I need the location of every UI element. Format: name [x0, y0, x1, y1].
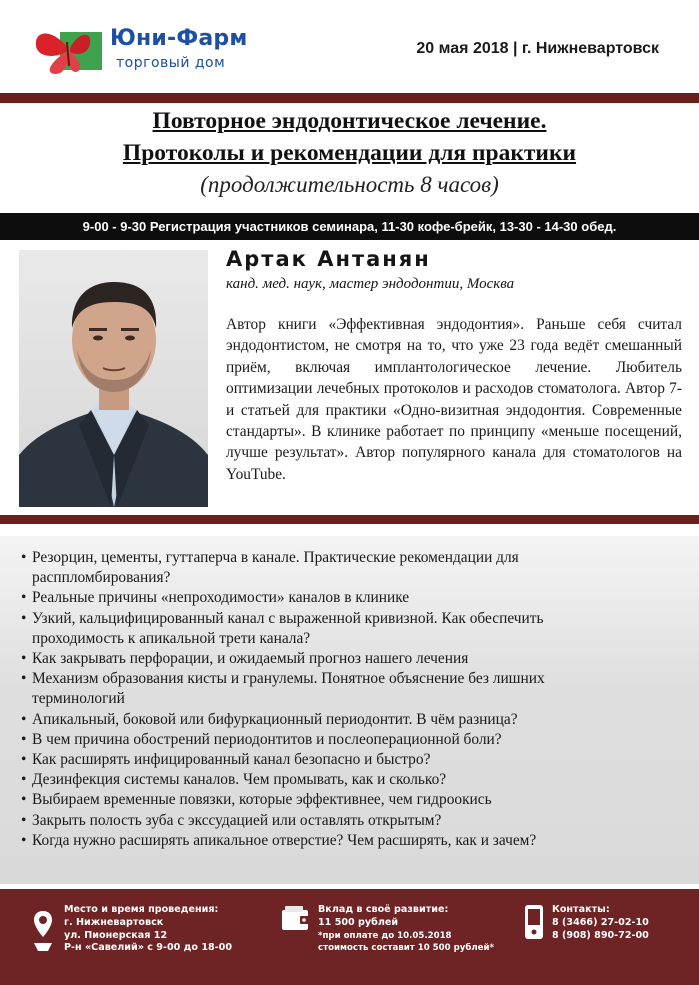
fee-block — [318, 904, 494, 955]
middle-divider-band — [0, 515, 699, 524]
topic-item: • Реальные причины «непроходимости» каналов в клинике — [22, 588, 682, 608]
fee-note-line-2: стоимость составит 10 500 рублей* — [318, 943, 495, 954]
topic-item: • В чем причина обострений периодонтитов и послеоперационной боли? — [22, 730, 682, 750]
phone-icon — [524, 904, 544, 940]
duration-subtitle: (продолжительность 8 часов) — [200, 172, 499, 197]
topic-item: • Апикальный, боковой или бифуркационный периодонтит. В чём разница? — [22, 710, 682, 730]
topic-item-continuation: расппломбирования? — [32, 569, 171, 587]
topic-item: • Когда нужно расширять апикальное отверстие? Чем расширять, как и зачем? — [22, 831, 682, 851]
contacts-block — [552, 904, 649, 942]
logo-name: Юни-Фарм — [110, 26, 248, 51]
speaker-name: Артак Антанян — [226, 247, 431, 271]
event-date-city: 20 мая 2018 | г. Нижневартовск — [416, 40, 659, 57]
venue-city: г. Нижневартовск — [64, 916, 164, 928]
butterfly-logo-icon — [30, 18, 108, 78]
speaker-photo — [19, 250, 208, 507]
contacts-label: Контакты: — [552, 904, 610, 915]
topic-item-continuation: проходимость к апикальной трети канала? — [32, 629, 311, 647]
speaker-bio: Автор книги «Эффективная эндодонтия». Раньше себя считал эндодонтистом, не смотря на то, что уже 23 года ведёт смешанный приём, включая имплантологическое лечение. Любитель оптимизации лечебных протоколов и расходов стоматолога. Автор 7-и статьей для практики «Одно-визитная эндодонтия. Современные стандарты». В клинике работает по принципу «меньше посещений, лучше результат». Автор популярного канала для стоматологов на YouTube. — [226, 316, 682, 483]
topic-item: • Дезинфекция системы каналов. Чем промывать, как и сколько? — [22, 770, 682, 790]
venue-detail: Р-н «Савелий» с 9-00 до 18-00 — [64, 942, 233, 954]
phone-2[interactable]: 8 (908) 890-72-00 — [552, 929, 649, 941]
phone-1[interactable]: 8 (3466) 27-02-10 — [552, 916, 649, 928]
topic-item: • Как закрывать перфорации, и ожидаемый прогноз нашего лечения — [22, 649, 682, 669]
topic-item: • Закрыть полость зуба с экссудацией или оставлять открытым? — [22, 811, 682, 831]
topics-panel — [0, 536, 699, 884]
fee-note-line-1: *при оплате до 10.05.2018 — [318, 930, 452, 941]
topic-item: • Как расширять инфицированный канал безопасно и быстро? — [22, 750, 682, 770]
venue-block — [64, 904, 232, 955]
fee-label: Вклад в своё развитие: — [318, 904, 449, 915]
header — [0, 0, 699, 90]
page-title — [0, 105, 699, 169]
topic-item: • Резорцин, цементы, гуттаперча в канале. Практические рекомендации для — [22, 548, 682, 568]
footer — [0, 889, 699, 985]
wallet-icon — [281, 906, 311, 932]
topic-item: • Узкий, кальцифицированный канал с выраженной кривизной. Как обеспечить — [22, 609, 682, 629]
speaker-credentials: канд. мед. наук, мастер эндодонтии, Москва — [226, 276, 515, 292]
venue-street: ул. Пионерская 12 — [64, 929, 168, 941]
topic-item: • Выбираем временные повязки, которые эффективнее, чем гидроокись — [22, 790, 682, 810]
venue-label: Место и время проведения: — [64, 904, 219, 915]
topics-list — [0, 536, 699, 851]
map-pin-icon — [32, 909, 54, 953]
title-line-2: Протоколы и рекомендации для практики — [122, 140, 577, 166]
fee-value: 11 500 рублей — [318, 916, 399, 928]
title-line-1: Повторное эндодонтическое лечение. — [152, 108, 547, 134]
topic-item-continuation: терминологий — [32, 690, 125, 708]
schedule-bar: 9-00 - 9-30 Регистрация участников семинара, 11-30 кофе-брейк, 13-30 - 14-30 обед. — [0, 213, 699, 240]
topic-item: • Механизм образования кисты и гранулемы. Понятное объяснение без лишних — [22, 669, 682, 689]
top-divider-band — [0, 93, 699, 103]
logo-subtitle: торговый дом — [116, 55, 226, 71]
